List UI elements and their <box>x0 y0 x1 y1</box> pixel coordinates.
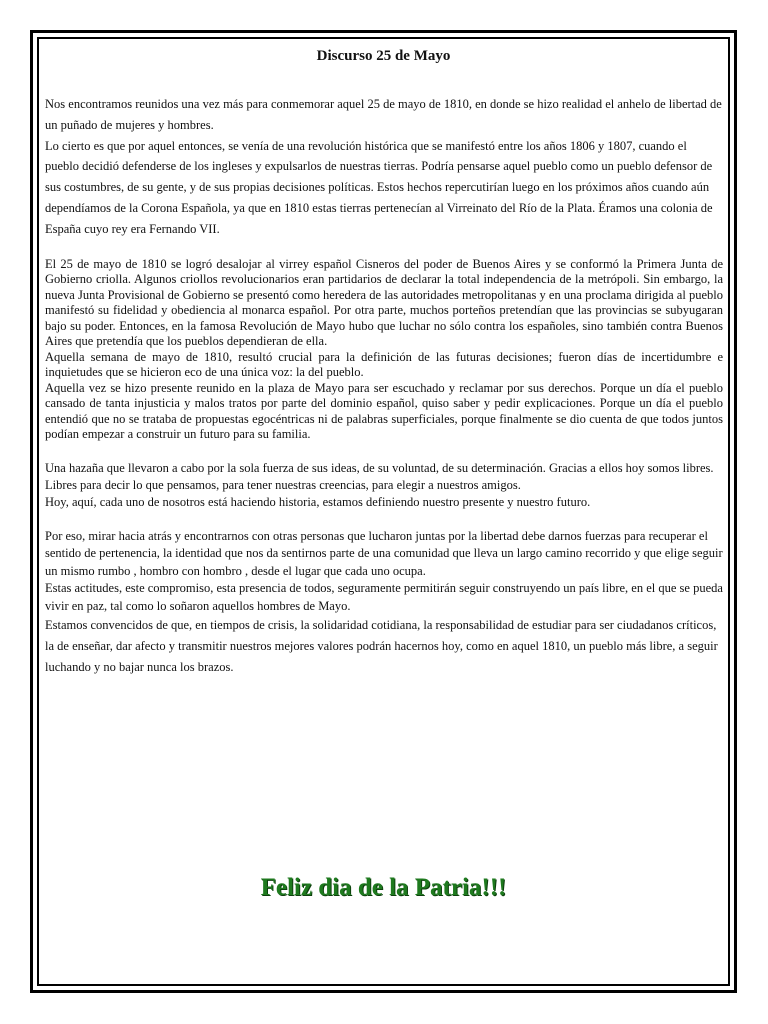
paragraph: Nos encontramos reunidos una vez más para conmemorar aquel 25 de mayo de 1810, en donde se hizo realidad el anhelo de libertad de un puñado de mujeres y hombres. <box>45 97 722 132</box>
section-history <box>45 257 723 443</box>
paragraph: Estas actitudes, este compromiso, esta presencia de todos, seguramente permitirán seguir construyendo un país libre, en el que se pueda vivir en paz, tal como lo soñaron aquellos hombres de Mayo. <box>45 581 723 613</box>
paragraph: Por eso, mirar hacia atrás y encontrarnos con otras personas que lucharon juntas por la libertad debe darnos fuerzas para recuperar el sentido de pertenencia, la identidad que nos da sentirnos parte de una comunidad que lleva un largo camino recorrido y que elige seguir un mismo rumbo , hombro con hombro , desde el lugar que cada uno ocupa. <box>45 528 723 578</box>
paragraph: Hoy, aquí, cada uno de nosotros está haciendo historia, estamos definiendo nuestro presente y nuestro futuro. <box>45 494 591 509</box>
paragraph: Lo cierto es que por aquel entonces, se venía de una revolución histórica que se manifestó entre los años 1806 y 1807, cuando el pueblo decidió defenderse de los ingleses y expulsarlos de nuestras tierras. Podría pensarse aquel pueblo como un pueblo defensor de sus costumbres, de su gente, y de sus propias decisiones políticas. Estos hechos repercutirían luego en los próximos años cuando aún dependíamos de la Corona Española, ya que en 1810 estas tierras pertenecían al Virreinato del Río de la Plata. Éramos una colonia de España cuyo rey era Fernando VII. <box>45 138 713 236</box>
paragraph: Una hazaña que llevaron a cabo por la sola fuerza de sus ideas, de su voluntad, de su determinación. Gracias a ellos hoy somos libres. Libres para decir lo que pensamos, para tener nuestras creencias, para elegir a nuestros amigos. <box>45 460 714 492</box>
paragraph: Aquella semana de mayo de 1810, resultó crucial para la definición de las futuras decisiones; fueron días de incertidumbre e inquietudes que se hicieron eco de una única voz: la del pueblo. <box>45 349 723 380</box>
paragraph: Aquella vez se hizo presente reunido en la plaza de Mayo para ser escuchado y reclamar por sus derechos. Porque un día el pueblo cansado de tanta injusticia y malos tratos por parte del dominio español, quiso saber y pedir explicaciones. Porque un día el pueblo entendió que no se trataba de propuestas egocéntricas ni de palabras superficiales, porque finalmente se dio cuenta de que todos juntos podían empezar a construir un futuro para su familia. <box>45 380 723 442</box>
section-intro <box>45 94 723 240</box>
section-conclusion <box>45 615 723 678</box>
closing-greeting: Feliz dia de la Patria!!! <box>260 874 507 901</box>
section-freedom <box>45 460 723 511</box>
paragraph: Estamos convencidos de que, en tiempos de crisis, la solidaridad cotidiana, la responsabilidad de estudiar para ser ciudadanos críticos, la de enseñar, dar afecto y transmitir nuestros mejores valores podrán hacernos hoy, como en aquel 1810, un pueblo más libre, a seguir luchando y no bajar nunca los brazos. <box>45 618 718 675</box>
document-title: Discurso 25 de Mayo <box>316 48 451 64</box>
section-belonging <box>45 528 723 616</box>
document-body <box>45 94 723 678</box>
paragraph: El 25 de mayo de 1810 se logró desalojar al virrey español Cisneros del poder de Buenos Aires y se conformó la Primera Junta de Gobierno criolla. Algunos criollos revolucionarios eran partidarios de declarar la total independencia de la metrópoli. Sin embargo, la nueva Junta Provisional de Gobierno se presentó como heredera de las autoridades metropolitanas y en una proclama dirigida al pueblo manifestó su fidelidad y obediencia al monarca español. Por otra parte, muchos porteños pretendían que las provincias se subyugaran bajo su poder. Entonces, en la famosa Revolución de Mayo hubo que luchar no sólo contra los españoles, sino también contra Buenos Aires que pretendía que los pueblos dependieran de ella. <box>45 256 723 349</box>
